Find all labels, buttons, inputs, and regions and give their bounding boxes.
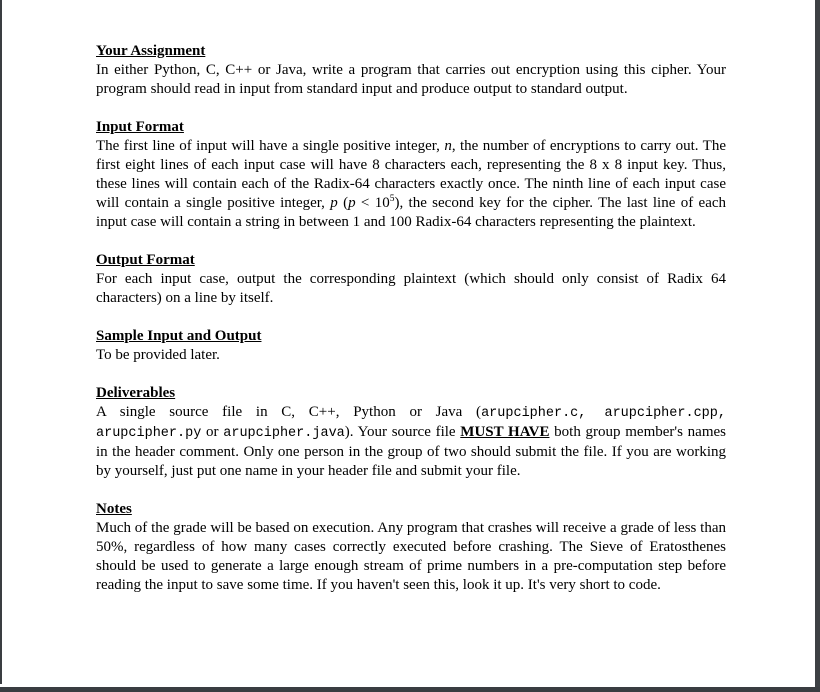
section-heading: Notes (96, 501, 132, 517)
text-run-mono: arupcipher.java (223, 426, 345, 441)
section-heading: Input Format (96, 119, 184, 135)
text-run-normal: , the number of encryptions to carry out. The first eight lines of each input case will have 8 characters each, representing the 8 x 8 input key. Thus, these lines will contain each of the Radix-64 characters exactly once. The ninth line of each input case will contain a single positive integer, (96, 138, 726, 211)
text-run-italic: p (348, 195, 356, 211)
paragraph (96, 137, 726, 232)
text-run-normal: < 10 (355, 195, 390, 211)
text-run-normal: or (201, 424, 224, 440)
text-run-mono: arupcipher.c, arupcipher.cpp, arupcipher.py (96, 406, 726, 441)
section-heading: Output Format (96, 252, 195, 268)
text-run-normal: both group member's names in the header comment. Only one person in the group of two should submit the file. If you are working by yourself, just put one name in your header file and submit your file. (96, 424, 726, 479)
text-run-italic: p (330, 195, 338, 211)
text-run-normal: A single source file in C, C++, Python or Java ( (96, 404, 482, 420)
paragraph (96, 61, 726, 99)
document-section (96, 384, 726, 481)
text-run-normal: In either Python, C, C++ or Java, write a program that carries out encryption using this cipher. Your program should read in input from standard input and produce output to standard output. (96, 62, 726, 97)
text-run-normal: Much of the grade will be based on execution. Any program that crashes will receive a grade of less than 50%, regardless of how many cases correctly executed before crashing. The Sieve of Eratosthenes should be used to generate a large enough stream of prime numbers in a pre-computation step before reading the input to save some time. If you haven't seen this, look it up. It's very short to code. (96, 520, 726, 593)
document-section (96, 327, 726, 365)
paragraph (96, 519, 726, 595)
section-heading: Your Assignment (96, 43, 206, 59)
document-section (96, 118, 726, 232)
window-right-edge (815, 0, 820, 692)
page-left-border (0, 0, 2, 684)
text-run-boldunderline: MUST HAVE (460, 424, 550, 440)
text-run-normal: The first line of input will have a single positive integer, (96, 138, 445, 154)
text-run-normal: To be provided later. (96, 347, 220, 363)
document-section (96, 42, 726, 99)
text-run-normal: ( (337, 195, 349, 211)
paragraph (96, 403, 726, 481)
text-run-normal: For each input case, output the corresponding plaintext (which should only consist of Radix 64 characters) on a line by itself. (96, 271, 726, 306)
text-run-normal: ). Your source file (344, 424, 461, 440)
document-content (96, 42, 726, 614)
section-heading: Deliverables (96, 385, 176, 401)
paragraph (96, 270, 726, 308)
document-section (96, 500, 726, 595)
text-run-italic: n (444, 138, 452, 154)
paragraph (96, 346, 726, 365)
text-run-sup: 5 (389, 194, 395, 204)
text-run-normal: ), the second key for the cipher. The last line of each input case will contain a string in between 1 and 100 Radix-64 characters representing the plaintext. (96, 195, 727, 230)
window-bottom-edge (0, 687, 820, 692)
section-heading: Sample Input and Output (96, 328, 262, 344)
document-section (96, 251, 726, 308)
